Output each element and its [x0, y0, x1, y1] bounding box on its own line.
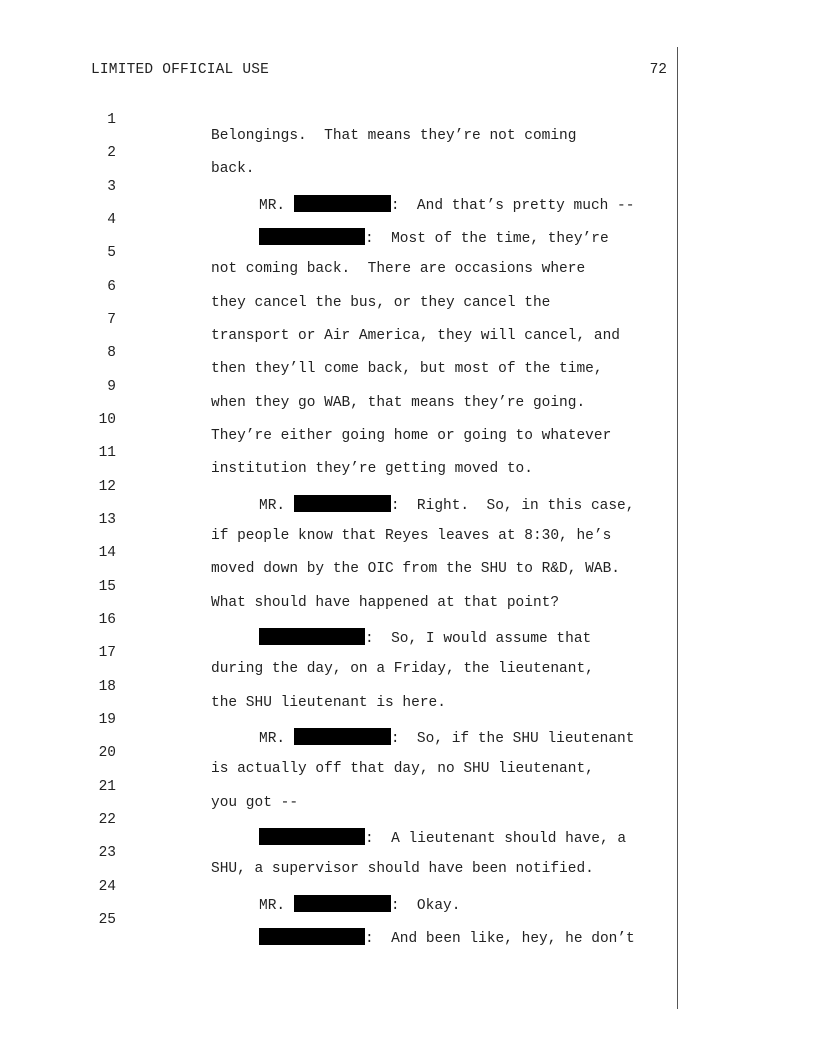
line-number: 10 — [98, 412, 116, 428]
line-number: 24 — [98, 879, 116, 895]
transcript-line — [0, 96, 670, 144]
line-text: They’re either going home or going to whatever — [211, 428, 612, 444]
transcript-line — [0, 163, 670, 214]
transcript-line — [0, 196, 670, 247]
line-number: 16 — [98, 612, 116, 628]
line-number: 19 — [98, 712, 116, 728]
line-number: 4 — [107, 212, 116, 228]
line-number: 2 — [107, 145, 116, 161]
line-number: 21 — [98, 779, 116, 795]
margin-rule — [677, 47, 678, 1009]
transcript-line — [0, 729, 670, 777]
transcript-line — [0, 863, 670, 914]
transcript-line — [0, 696, 670, 747]
transcript-line — [0, 829, 670, 877]
transcript-line — [0, 496, 670, 544]
line-text: : And been like, hey, he don’t — [365, 931, 635, 947]
transcript-line — [0, 396, 670, 444]
line-text: when they go WAB, that means they’re going. — [211, 395, 586, 411]
line-number: 17 — [98, 645, 116, 661]
line-number: 22 — [98, 812, 116, 828]
line-text: is actually off that day, no SHU lieutenant, — [211, 761, 594, 777]
transcript-line — [0, 129, 670, 177]
line-number: 12 — [98, 479, 116, 495]
speaker-line — [259, 928, 635, 947]
line-number: 25 — [98, 912, 116, 928]
line-number: 18 — [98, 679, 116, 695]
redaction-box — [259, 928, 365, 945]
line-text: then they’ll come back, but most of the time, — [211, 361, 603, 377]
line-number: 7 — [107, 312, 116, 328]
line-number: 6 — [107, 279, 116, 295]
transcript-line — [0, 596, 670, 647]
transcript-line — [0, 896, 670, 947]
line-number: 13 — [98, 512, 116, 528]
line-number: 23 — [98, 845, 116, 861]
line-text: : Right. So, in this case, — [390, 498, 635, 514]
line-text: the SHU lieutenant is here. — [211, 695, 446, 711]
line-number: 1 — [107, 112, 116, 128]
transcript-line — [0, 796, 670, 847]
transcript-line — [0, 329, 670, 377]
transcript-line — [0, 263, 670, 311]
line-number: 14 — [98, 545, 116, 561]
line-text: : So, if the SHU lieutenant — [390, 731, 635, 747]
transcript-line — [0, 763, 670, 811]
line-text: institution they’re getting moved to. — [211, 461, 533, 477]
line-text: they cancel the bus, or they cancel the — [211, 295, 551, 311]
line-number: 11 — [98, 445, 116, 461]
line-text: : Most of the time, they’re — [365, 231, 609, 247]
line-text: : So, I would assume that — [365, 631, 592, 647]
speaker-prefix: MR. — [259, 898, 294, 914]
transcript-line — [0, 663, 670, 711]
line-text: transport or Air America, they will cancel, and — [211, 328, 620, 344]
classification-header: LIMITED OFFICIAL USE — [91, 62, 270, 78]
line-text: : And that’s pretty much -- — [390, 198, 635, 214]
line-number: 9 — [107, 379, 116, 395]
transcript-line — [0, 429, 670, 477]
line-text: : A lieutenant should have, a — [365, 831, 627, 847]
speaker-prefix: MR. — [259, 731, 294, 747]
transcript-line — [0, 563, 670, 611]
line-number: 15 — [98, 579, 116, 595]
line-text: during the day, on a Friday, the lieutenant, — [211, 661, 594, 677]
line-text: not coming back. There are occasions where — [211, 261, 586, 277]
line-text: : Okay. — [390, 898, 461, 914]
transcript-line — [0, 363, 670, 411]
transcript-line — [0, 529, 670, 577]
transcript-line — [0, 463, 670, 514]
speaker-prefix: MR. — [259, 498, 294, 514]
line-text: moved down by the OIC from the SHU to R&D, WAB. — [211, 561, 620, 577]
transcript-line — [0, 629, 670, 677]
line-number: 8 — [107, 345, 116, 361]
speaker-prefix: MR. — [259, 198, 294, 214]
page-number: 72 — [649, 62, 667, 78]
line-text: What should have happened at that point? — [211, 595, 560, 611]
line-text: SHU, a supervisor should have been notified. — [211, 861, 594, 877]
line-number: 5 — [107, 245, 116, 261]
transcript-line — [0, 229, 670, 277]
line-text: you got -- — [211, 795, 299, 811]
line-text: if people know that Reyes leaves at 8:30, he’s — [211, 528, 612, 544]
transcript-line — [0, 296, 670, 344]
line-number: 20 — [98, 745, 116, 761]
line-text: Belongings. That means they’re not coming — [211, 128, 577, 144]
line-number: 3 — [107, 179, 116, 195]
line-text: back. — [211, 161, 255, 177]
